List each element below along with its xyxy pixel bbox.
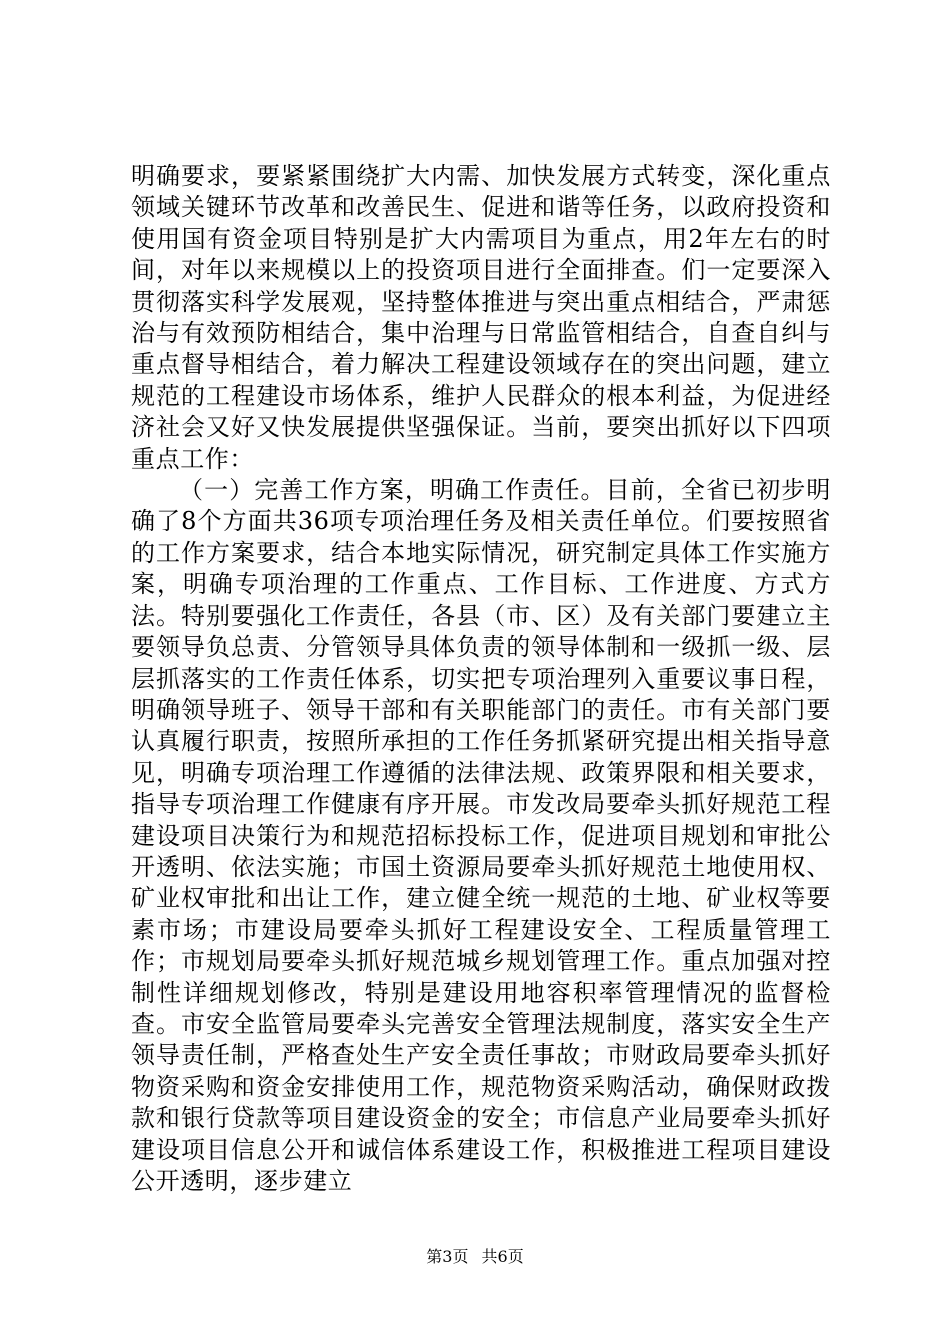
paragraph-2: （一）完善工作方案，明确工作责任。目前，全省已初步明确了8个方面共36项专项治理任务及相关责任单位。们要按照省的工作方案要求，结合本地实际情况，研究制定具体工作实施方案，明确专项治理的工作重点、工作目标、工作进度、方式方法。特别要强化工作责任，各县（市、区）及有关部门要建立主要领导负总责、分管领导具体负责的领导体制和一级抓一级、层层抓落实的工作责任体系，切实把专项治理列入重要议事日程，明确领导班子、领导干部和有关职能部门的责任。市有关部门要认真履行职责，按照所承担的工作任务抓紧研究提出相关指导意见，明确专项治理工作遵循的法律法规、政策界限和相关要求，指导专项治理工作健康有序开展。市发改局要牵头抓好规范工程建设项目决策行为和规范招标投标工作，促进项目规划和审批公开透明、依法实施；市国土资源局要牵头抓好规范土地使用权、矿业权审批和出让工作，建立健全统一规范的土地、矿业权等要素市场；市建设局要牵头抓好工程建设安全、工程质量管理工作；市规划局要牵头抓好规范城乡规划管理工作。重点加强对控制性详细规划修改，特别是建设用地容积率管理情况的监督检查。市安全监管局要牵头完善安全管理法规制度，落实安全生产领导责任制，严格查处生产安全责任事故；市财政局要牵头抓好物资采购和资金安排使用工作，规范物资采购活动，确保财政拨款和银行贷款等项目建设资金的安全；市信息产业局要牵头抓好建设项目信息公开和诚信体系建设工作，积极推进工程项目建设公开透明，逐步建立 (131, 476, 831, 1195)
page-total: 共6页 (481, 1247, 524, 1266)
page-number: 第3页 (426, 1247, 469, 1266)
page-footer (0, 1244, 950, 1267)
paragraph-1: 明确要求，要紧紧围绕扩大内需、加快发展方式转变，深化重点领域关键环节改革和改善民生、促进和谐等任务，以政府投资和使用国有资金项目特别是扩大内需项目为重点，用2年左右的时间，对年以来规模以上的投资项目进行全面排查。们一定要深入贯彻落实科学发展观，坚持整体推进与突出重点相结合，严肃惩治与有效预防相结合，集中治理与日常监管相结合，自查自纠与重点督导相结合，着力解决工程建设领域存在的突出问题，建立规范的工程建设市场体系，维护人民群众的根本利益，为促进经济社会又好又快发展提供坚强保证。当前，要突出抓好以下四项重点工作： (131, 162, 831, 473)
document-body (131, 161, 831, 1197)
